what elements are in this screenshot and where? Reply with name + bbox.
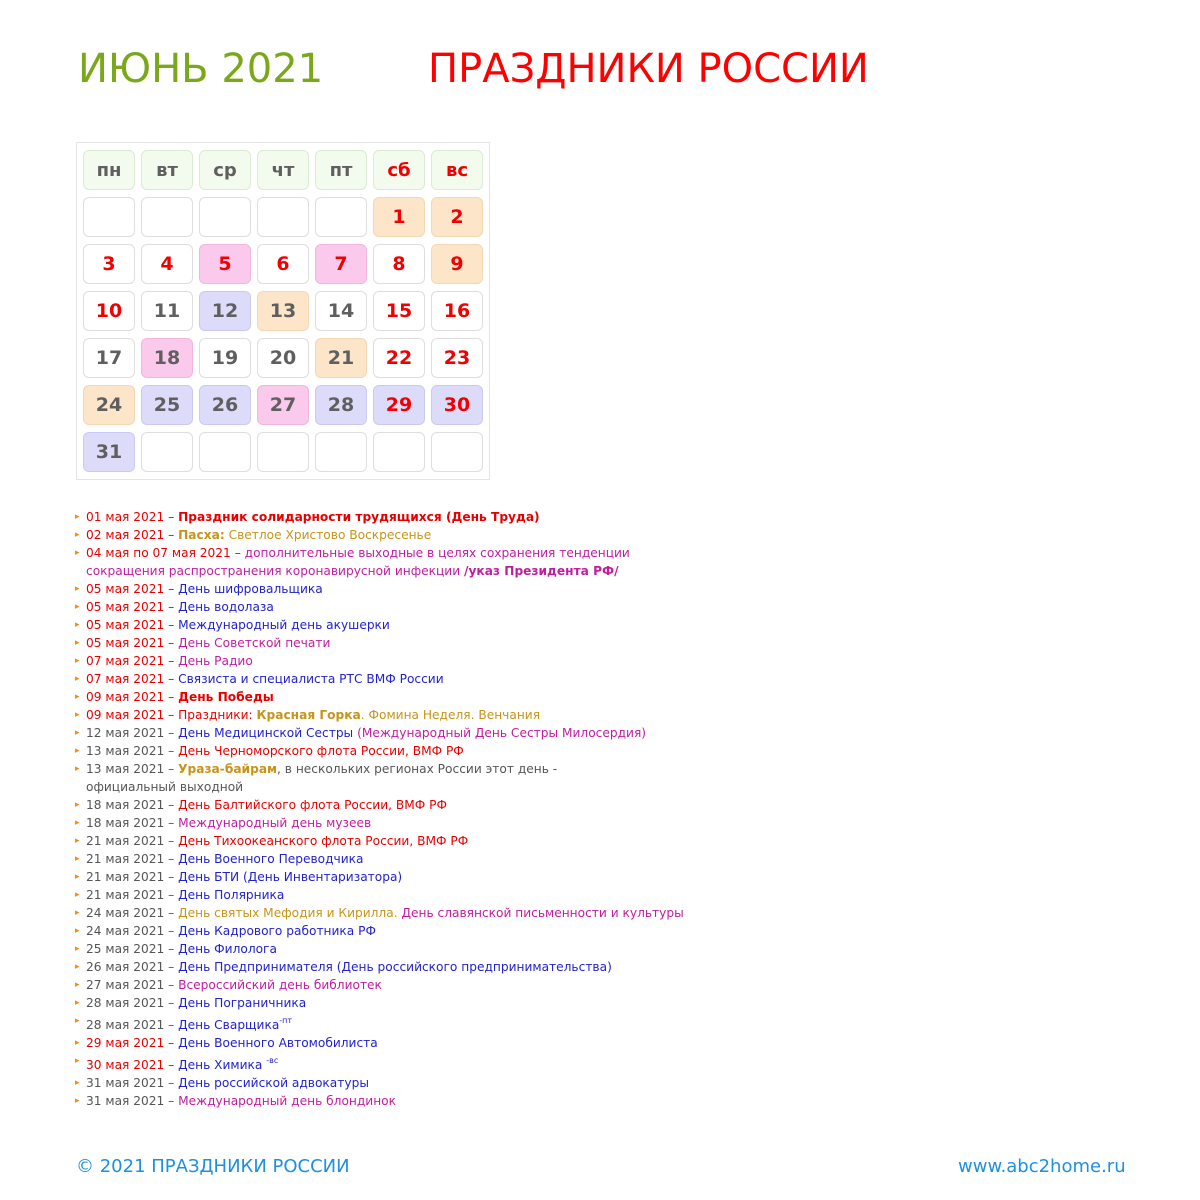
calendar-day: 8 xyxy=(373,244,425,284)
holiday-date: 05 мая 2021 – xyxy=(86,636,179,650)
holiday-date: 05 мая 2021 – xyxy=(86,582,179,596)
holiday-text: , в нескольких регионах России этот день - официальный выходной xyxy=(86,762,558,794)
holiday-text: День славянской письменности и культуры xyxy=(401,906,684,920)
holiday-text: (Международный День Сестры Милосердия) xyxy=(357,726,647,740)
holiday-list xyxy=(78,508,718,1110)
holiday-item xyxy=(78,580,718,598)
holiday-date: 29 мая 2021 – xyxy=(86,1036,179,1050)
calendar-empty-cell xyxy=(257,197,309,237)
holiday-text: Красная Горка xyxy=(256,708,361,722)
holiday-text: Всероссийский день библиотек xyxy=(178,978,382,992)
calendar-empty-cell xyxy=(141,432,193,472)
holiday-text: День Медицинской Сестры xyxy=(178,726,358,740)
calendar-day: 29 xyxy=(373,385,425,425)
calendar-day: 9 xyxy=(431,244,483,284)
holiday-text: День Химика xyxy=(178,1058,267,1072)
calendar-day: 30 xyxy=(431,385,483,425)
calendar-grid xyxy=(76,142,490,480)
calendar-day: 22 xyxy=(373,338,425,378)
calendar-empty-cell xyxy=(315,432,367,472)
holiday-text: День Военного Переводчика xyxy=(178,852,364,866)
holiday-date: 09 мая 2021 – xyxy=(86,690,179,704)
holiday-item xyxy=(78,616,718,634)
holiday-date: 18 мая 2021 – xyxy=(86,816,179,830)
calendar-empty-cell xyxy=(373,432,425,472)
holiday-item xyxy=(78,508,718,526)
holiday-item xyxy=(78,634,718,652)
month-title: ИЮНЬ 2021 xyxy=(78,46,324,92)
holiday-text: дополнительные выходные в целях сохранения тенденции сокращения распространения коронавирусной инфекции xyxy=(86,546,630,578)
holiday-date: 07 мая 2021 – xyxy=(86,672,179,686)
calendar-day: 11 xyxy=(141,291,193,331)
page-title: ПРАЗДНИКИ РОССИИ xyxy=(428,46,869,92)
holiday-item xyxy=(78,1012,718,1034)
holiday-text: /указ Президента РФ/ xyxy=(464,564,619,578)
holiday-text: День российской адвокатуры xyxy=(178,1076,369,1090)
calendar-day: 27 xyxy=(257,385,309,425)
holiday-text: Международный день музеев xyxy=(178,816,372,830)
holiday-text: День святых Мефодия и Кирилла. xyxy=(178,906,402,920)
holiday-date: 24 мая 2021 – xyxy=(86,924,179,938)
holiday-text: Международный день акушерки xyxy=(178,618,390,632)
holiday-text: Праздники: xyxy=(178,708,257,722)
holiday-text: Пасха: xyxy=(178,528,225,542)
weekday-header: чт xyxy=(257,150,309,190)
holiday-text: Связиста и специалиста РТС ВМФ России xyxy=(178,672,444,686)
holiday-text: День Пограничника xyxy=(178,996,307,1010)
calendar-day: 5 xyxy=(199,244,251,284)
calendar-empty-cell xyxy=(141,197,193,237)
weekday-header: вс xyxy=(431,150,483,190)
holiday-text: -пт xyxy=(279,1016,293,1025)
holiday-item xyxy=(78,724,718,742)
calendar-day: 12 xyxy=(199,291,251,331)
calendar-day: 3 xyxy=(83,244,135,284)
calendar-day: 26 xyxy=(199,385,251,425)
calendar-day: 28 xyxy=(315,385,367,425)
holiday-item xyxy=(78,994,718,1012)
holiday-item xyxy=(78,544,718,580)
holiday-date: 04 мая по 07 мая 2021 – xyxy=(86,546,245,560)
holiday-date: 02 мая 2021 – xyxy=(86,528,179,542)
holiday-date: 13 мая 2021 – xyxy=(86,762,179,776)
holiday-text: День шифровальщика xyxy=(178,582,323,596)
holiday-date: 12 мая 2021 – xyxy=(86,726,179,740)
calendar-day: 10 xyxy=(83,291,135,331)
calendar-day: 20 xyxy=(257,338,309,378)
holiday-date: 09 мая 2021 – xyxy=(86,708,179,722)
calendar-day: 25 xyxy=(141,385,193,425)
holiday-date: 07 мая 2021 – xyxy=(86,654,179,668)
calendar-day: 17 xyxy=(83,338,135,378)
calendar-empty-cell xyxy=(199,432,251,472)
calendar-day: 31 xyxy=(83,432,135,472)
calendar-day: 13 xyxy=(257,291,309,331)
holiday-date: 31 мая 2021 – xyxy=(86,1076,179,1090)
calendar-day: 23 xyxy=(431,338,483,378)
holiday-date: 21 мая 2021 – xyxy=(86,870,179,884)
holiday-text: День Сварщика xyxy=(178,1018,280,1032)
holiday-item xyxy=(78,796,718,814)
holiday-date: 21 мая 2021 – xyxy=(86,888,179,902)
holiday-item xyxy=(78,922,718,940)
calendar-empty-cell xyxy=(315,197,367,237)
calendar-day: 24 xyxy=(83,385,135,425)
holiday-item xyxy=(78,706,718,724)
calendar-day: 21 xyxy=(315,338,367,378)
calendar-empty-cell xyxy=(257,432,309,472)
holiday-item xyxy=(78,904,718,922)
calendar-day: 19 xyxy=(199,338,251,378)
holiday-text: Праздник солидарности трудящихся (День Труда) xyxy=(178,510,540,524)
footer-website-link[interactable]: www.abc2home.ru xyxy=(958,1156,1126,1177)
weekday-header: пн xyxy=(83,150,135,190)
calendar-day: 16 xyxy=(431,291,483,331)
calendar-day: 6 xyxy=(257,244,309,284)
holiday-text: День Кадрового работника РФ xyxy=(178,924,376,938)
calendar-day: 2 xyxy=(431,197,483,237)
holiday-date: 18 мая 2021 – xyxy=(86,798,179,812)
calendar-empty-cell xyxy=(199,197,251,237)
holiday-item xyxy=(78,958,718,976)
weekday-header: ср xyxy=(199,150,251,190)
holiday-text: День БТИ (День Инвентаризатора) xyxy=(178,870,403,884)
holiday-date: 28 мая 2021 – xyxy=(86,996,179,1010)
holiday-text: Ураза-байрам xyxy=(178,762,278,776)
calendar-day: 18 xyxy=(141,338,193,378)
holiday-date: 21 мая 2021 – xyxy=(86,852,179,866)
weekday-header: сб xyxy=(373,150,425,190)
holiday-date: 05 мая 2021 – xyxy=(86,618,179,632)
holiday-text: День Филолога xyxy=(178,942,277,956)
holiday-item xyxy=(78,850,718,868)
holiday-text: День Тихоокеанского флота России, ВМФ РФ xyxy=(178,834,469,848)
calendar-day: 7 xyxy=(315,244,367,284)
holiday-item xyxy=(78,814,718,832)
holiday-date: 01 мая 2021 – xyxy=(86,510,179,524)
calendar-day: 14 xyxy=(315,291,367,331)
holiday-date: 25 мая 2021 – xyxy=(86,942,179,956)
holiday-text: День Радио xyxy=(178,654,253,668)
holiday-date: 26 мая 2021 – xyxy=(86,960,179,974)
holiday-date: 31 мая 2021 – xyxy=(86,1094,179,1108)
holiday-text: . Фомина Неделя. Венчания xyxy=(360,708,541,722)
holiday-item xyxy=(78,670,718,688)
holiday-text: Международный день блондинок xyxy=(178,1094,396,1108)
holiday-item xyxy=(78,652,718,670)
holiday-date: 13 мая 2021 – xyxy=(86,744,179,758)
weekday-header: пт xyxy=(315,150,367,190)
holiday-date: 28 мая 2021 – xyxy=(86,1018,179,1032)
holiday-item xyxy=(78,760,718,796)
holiday-date: 30 мая 2021 – xyxy=(86,1058,179,1072)
holiday-text: День водолаза xyxy=(178,600,274,614)
footer-copyright: © 2021 ПРАЗДНИКИ РОССИИ xyxy=(76,1156,350,1177)
holiday-text: День Военного Автомобилиста xyxy=(178,1036,378,1050)
holiday-date: 27 мая 2021 – xyxy=(86,978,179,992)
holiday-item xyxy=(78,976,718,994)
holiday-item xyxy=(78,598,718,616)
holiday-item xyxy=(78,688,718,706)
holiday-item xyxy=(78,832,718,850)
calendar-day: 4 xyxy=(141,244,193,284)
calendar-day: 1 xyxy=(373,197,425,237)
holiday-text: День Полярника xyxy=(178,888,285,902)
holiday-text: День Балтийского флота России, ВМФ РФ xyxy=(178,798,447,812)
holiday-item xyxy=(78,1034,718,1052)
weekday-header: вт xyxy=(141,150,193,190)
holiday-text: День Советской печати xyxy=(178,636,331,650)
holiday-text: День Победы xyxy=(178,690,274,704)
holiday-date: 24 мая 2021 – xyxy=(86,906,179,920)
calendar-empty-cell xyxy=(431,432,483,472)
holiday-item xyxy=(78,940,718,958)
holiday-item xyxy=(78,742,718,760)
holiday-date: 05 мая 2021 – xyxy=(86,600,179,614)
holiday-item xyxy=(78,526,718,544)
calendar-day: 15 xyxy=(373,291,425,331)
holiday-item xyxy=(78,1052,718,1074)
calendar-empty-cell xyxy=(83,197,135,237)
holiday-text: День Черноморского флота России, ВМФ РФ xyxy=(178,744,464,758)
holiday-text: -вс xyxy=(266,1056,279,1065)
holiday-item xyxy=(78,1092,718,1110)
holiday-item xyxy=(78,886,718,904)
holiday-item xyxy=(78,868,718,886)
holiday-text: Светлое Христово Воскресенье xyxy=(224,528,432,542)
holiday-item xyxy=(78,1074,718,1092)
holiday-date: 21 мая 2021 – xyxy=(86,834,179,848)
holiday-text: День Предпринимателя (День российского предпринимательства) xyxy=(178,960,612,974)
